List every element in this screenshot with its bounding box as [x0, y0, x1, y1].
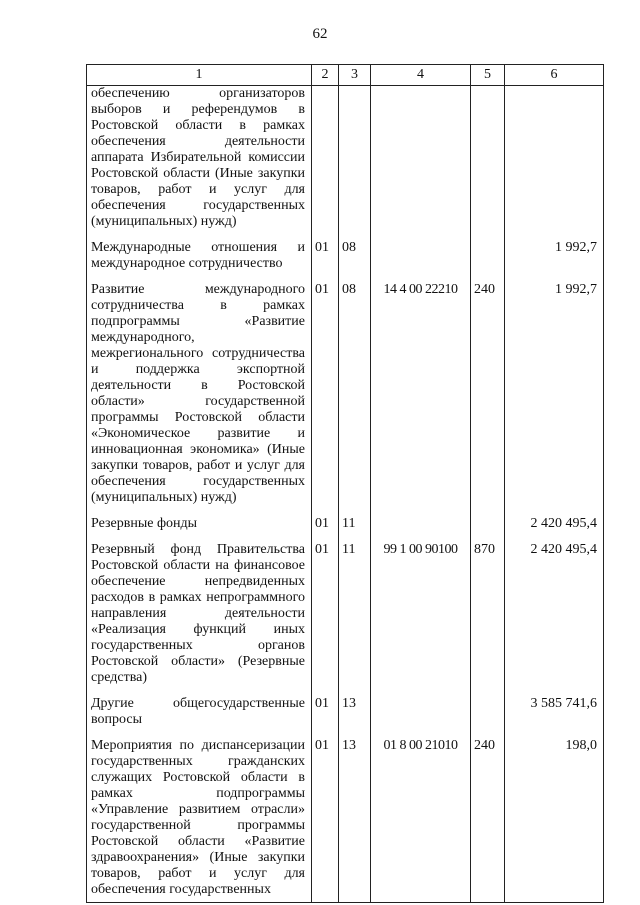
table-row	[87, 86, 604, 231]
row-csr: 99 1 00 90100	[371, 532, 471, 686]
row-pr	[339, 86, 371, 231]
row-name: обеспечению организаторов выборов и референдумов в Ростовской области в рамках обеспечения деятельности аппарата Избирательной комиссии Ростовской области (Иные закупки товаров, работ и услуг для обеспечения государственных (муниципальных) нужд)	[87, 86, 312, 231]
row-vr: 240	[471, 272, 505, 506]
table-row	[87, 532, 604, 686]
table-row	[87, 506, 604, 532]
row-rz: 01	[312, 728, 339, 903]
row-sum: 3 585 741,6	[505, 686, 604, 728]
table-row	[87, 728, 604, 903]
table-row	[87, 272, 604, 506]
row-rz: 01	[312, 686, 339, 728]
row-csr	[371, 230, 471, 272]
row-csr	[371, 686, 471, 728]
row-vr	[471, 506, 505, 532]
table-row	[87, 686, 604, 728]
row-vr	[471, 686, 505, 728]
row-sum: 2 420 495,4	[505, 532, 604, 686]
row-pr: 13	[339, 728, 371, 903]
table-row	[87, 230, 604, 272]
row-vr: 870	[471, 532, 505, 686]
header-col-3: 3	[339, 65, 371, 86]
row-pr: 11	[339, 532, 371, 686]
row-rz: 01	[312, 532, 339, 686]
row-pr: 13	[339, 686, 371, 728]
row-name: Другие общегосударственные вопросы	[87, 686, 312, 728]
header-col-1: 1	[87, 65, 312, 86]
header-col-6: 6	[505, 65, 604, 86]
table-body	[87, 86, 604, 903]
row-name: Развитие международного сотрудничества в рамках подпрограммы «Развитие международного, межрегионального сотрудничества и поддержка экспортной деятельности в Ростовской области» государственной программы Ростовской области «Экономическое развитие и инновационная экономика» (Иные закупки товаров, работ и услуг для обеспечения государственных (муниципальных) нужд)	[87, 272, 312, 506]
row-rz: 01	[312, 506, 339, 532]
row-rz: 01	[312, 272, 339, 506]
row-pr: 08	[339, 272, 371, 506]
header-col-2: 2	[312, 65, 339, 86]
row-csr: 01 8 00 21010	[371, 728, 471, 903]
row-csr	[371, 86, 471, 231]
row-sum: 1 992,7	[505, 230, 604, 272]
row-name: Резервный фонд Правительства Ростовской области на финансовое обеспечение непредвиденных расходов в рамках непрограммного направления деятельности «Реализация функций иных государственных органов Ростовской области» (Резервные средства)	[87, 532, 312, 686]
table-header	[87, 65, 604, 86]
row-sum: 2 420 495,4	[505, 506, 604, 532]
row-sum: 198,0	[505, 728, 604, 903]
row-name: Международные отношения и международное сотрудничество	[87, 230, 312, 272]
row-pr: 11	[339, 506, 371, 532]
row-csr: 14 4 00 22210	[371, 272, 471, 506]
row-rz	[312, 86, 339, 231]
row-name: Мероприятия по диспансеризации государственных гражданских служащих Ростовской области в рамках подпрограммы «Управление развитием отрасли» государственной программы Ростовской области «Развитие здравоохранения» (Иные закупки товаров, работ и услуг для обеспечения государственных	[87, 728, 312, 903]
row-pr: 08	[339, 230, 371, 272]
row-csr	[371, 506, 471, 532]
row-vr	[471, 86, 505, 231]
row-vr: 240	[471, 728, 505, 903]
budget-table	[86, 64, 604, 903]
row-name: Резервные фонды	[87, 506, 312, 532]
row-rz: 01	[312, 230, 339, 272]
row-sum	[505, 86, 604, 231]
header-row	[87, 65, 604, 86]
header-col-5: 5	[471, 65, 505, 86]
row-sum: 1 992,7	[505, 272, 604, 506]
page-number: 62	[312, 26, 328, 42]
header-col-4: 4	[371, 65, 471, 86]
row-vr	[471, 230, 505, 272]
